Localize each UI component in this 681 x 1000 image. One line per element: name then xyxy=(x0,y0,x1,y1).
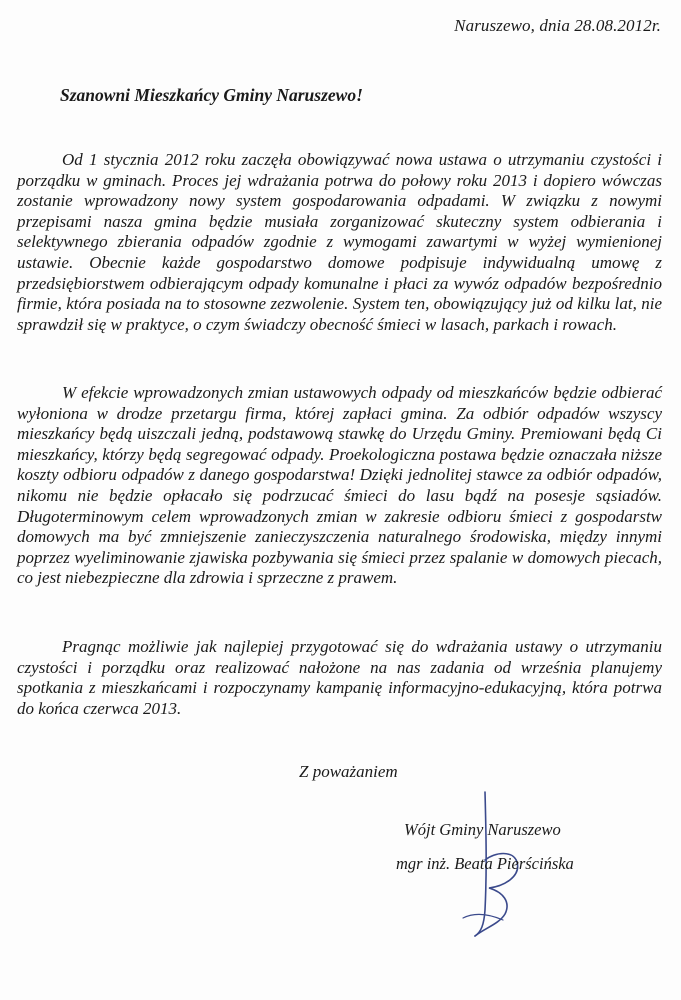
paragraph-3: Pragnąc możliwie jak najlepiej przygotować się do wdrażania ustawy o utrzymaniu czystości i porządku oraz realizować nałożone na nas zadania od września planujemy spotkania z mieszkańcami i rozpoczynamy kampanię informacyjno-edukacyjną, która potrwa do końca czerwca 2013. xyxy=(17,637,662,718)
salutation: Szanowni Mieszkańcy Gminy Naruszewo! xyxy=(60,85,363,105)
closing-phrase: Z poważaniem xyxy=(299,762,398,781)
signatory-title: Wójt Gminy Naruszewo xyxy=(404,820,561,839)
signatory-name: mgr inż. Beata Pierścińska xyxy=(396,854,574,873)
place-date: Naruszewo, dnia 28.08.2012r. xyxy=(454,16,661,35)
paragraph-2: W efekcie wprowadzonych zmian ustawowych odpady od mieszkańców będzie odbierać wyłoniona w drodze przetargu firma, której zapłaci gmina. Za odbiór odpadów wszyscy mieszkańcy będą uiszczali jedną, podstawową stawkę do Urzędu Gminy. Premiowani będą Ci mieszkańcy, którzy będą segregować odpady. Proekologiczna postawa będzie oznaczała niższe koszty odbioru odpadów z danego gospodarstwa! Dzięki jednolitej stawce za odbiór odpadów, nikomu nie będzie opłacało się podrzucać śmieci do lasu bądź na posesje sąsiadów. Długoterminowym celem wprowadzonych zmian w zakresie odbioru śmieci z gospodarstw domowych ma być zmniejszenie zanieczyszczenia naturalnego środowiska, między innymi poprzez wyeliminowanie zjawiska pozbywania się śmieci przez spalanie w domowych piecach, co jest niebezpieczne dla zdrowia i sprzeczne z prawem. xyxy=(17,383,662,588)
paragraph-1: Od 1 stycznia 2012 roku zaczęła obowiązywać nowa ustawa o utrzymaniu czystości i porządku w gminach. Proces jej wdrażania potrwa do połowy roku 2013 i dopiero wówczas zostanie wprowadzony nowy system gospodarowania odpadami. W związku z nowymi przepisami nasza gmina będzie musiała zorganizować skuteczny system odbierania i selektywnego zbierania odpadów zgodnie z wymogami zawartymi w wyżej wymienionej ustawie. Obecnie każde gospodarstwo domowe podpisuje indywidualną umowę z przedsiębiorstwem odbierającym odpady komunalne i płaci za wywóz odpadów bezpośrednio firmie, która posiada na to stosowne zezwolenie. System ten, obowiązujący już od kilku lat, nie sprawdził się w praktyce, o czym świadczy obecność śmieci w lasach, parkach i rowach. xyxy=(17,150,662,334)
